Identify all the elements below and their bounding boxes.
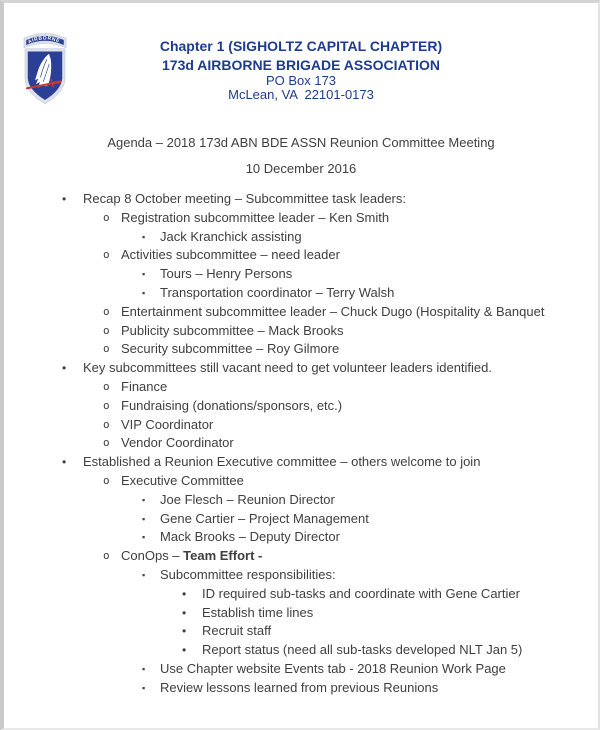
list-item-text: Jack Kranchick assisting [160, 228, 302, 244]
city-state-zip-line: McLean, VA 22101-0173 [228, 87, 374, 102]
list-item [4, 434, 598, 453]
list-item-text: Key subcommittees still vacant need to get volunteer leaders identified. [83, 360, 493, 376]
list-item-text: Registration subcommittee leader – Ken Smith [121, 209, 390, 225]
list-item [4, 547, 598, 566]
list-item-text: Security subcommittee – Roy Gilmore [121, 341, 340, 357]
bullet-icon: o [103, 417, 110, 431]
list-item [4, 378, 598, 397]
list-item-text: ID required sub-tasks and coordinate with Gene Cartier [202, 585, 520, 601]
list-item-text: Joe Flesch – Reunion Director [160, 491, 335, 507]
list-item [4, 604, 598, 623]
list-item [4, 284, 598, 303]
list-item-text: Fundraising (donations/sponsors, etc.) [121, 397, 343, 413]
bullet-icon: o [103, 473, 110, 487]
list-item [4, 340, 598, 359]
list-item [4, 359, 598, 378]
patch-tab-text: AIRBORNE [27, 35, 61, 46]
list-item-text: Mack Brooks – Deputy Director [160, 529, 340, 545]
list-item-text: Recap 8 October meeting – Subcommittee task leaders: [83, 191, 406, 206]
bullet-icon: ▪ [142, 287, 146, 298]
list-item-text: ConOps – Team Effort - [121, 548, 263, 564]
agenda-title: Agenda – 2018 173d ABN BDE ASSN Reunion Committee Meeting [107, 135, 495, 150]
bullet-icon: • [182, 605, 187, 620]
list-item-text: Tours – Henry Persons [160, 266, 293, 282]
list-item [4, 265, 598, 284]
agenda-list [4, 190, 598, 698]
bullet-icon: ▪ [142, 513, 146, 524]
list-item [4, 528, 598, 547]
list-item [4, 585, 598, 604]
list-item [4, 622, 598, 641]
bullet-icon: ▪ [142, 569, 146, 580]
association-title: 173d AIRBORNE BRIGADE ASSOCIATION [162, 56, 440, 73]
letterhead [4, 37, 598, 102]
list-item-text: Review lessons learned from previous Reunions [160, 679, 439, 695]
bullet-icon: • [182, 586, 187, 601]
list-item-text: VIP Coordinator [121, 416, 214, 432]
list-item-text: Recruit staff [202, 623, 272, 639]
list-item [4, 303, 598, 322]
list-item [4, 190, 598, 209]
list-item-text: Activities subcommittee – need leader [121, 247, 340, 263]
list-item-text: Entertainment subcommittee leader – Chuck Dugo (Hospitality & Banquet [121, 303, 545, 319]
list-item [4, 397, 598, 416]
list-item [4, 453, 598, 472]
list-item [4, 472, 598, 491]
list-item-text: Report status (need all sub-tasks developed NLT Jan 5) [202, 642, 523, 658]
bullet-icon: o [103, 398, 110, 412]
bullet-icon: o [103, 248, 110, 262]
list-item-text: Use Chapter website Events tab - 2018 Reunion Work Page [160, 660, 506, 676]
list-item [4, 416, 598, 435]
bullet-icon: • [182, 624, 187, 639]
bullet-icon: • [182, 643, 187, 658]
bullet-icon: • [62, 455, 67, 470]
list-item-text: Transportation coordinator – Terry Walsh [160, 284, 395, 300]
bullet-icon: ▪ [142, 269, 146, 280]
bullet-icon: o [103, 549, 110, 563]
bullet-icon: ▪ [142, 682, 146, 693]
list-item [4, 209, 598, 228]
list-item-text: Subcommittee responsibilities: [160, 566, 336, 582]
list-item-text: Finance [121, 378, 168, 394]
list-item-text: Publicity subcommittee – Mack Brooks [121, 322, 344, 338]
bullet-icon: ▪ [142, 663, 146, 674]
list-item [4, 246, 598, 265]
list-item [4, 510, 598, 529]
bullet-icon: • [62, 192, 67, 206]
list-item [4, 566, 598, 585]
bullet-icon: o [103, 436, 110, 450]
bullet-icon: ▪ [142, 231, 146, 242]
list-item-text: Gene Cartier – Project Management [160, 510, 369, 526]
list-item-text: Executive Committee [121, 472, 244, 488]
list-item [4, 641, 598, 660]
bullet-icon: o [103, 323, 110, 337]
list-item [4, 322, 598, 341]
list-item [4, 660, 598, 679]
bullet-icon: o [103, 210, 110, 224]
bullet-icon: o [103, 342, 110, 356]
list-item-bold-text: Team Effort - [183, 548, 263, 564]
bullet-icon: o [103, 304, 110, 318]
list-item-text: Establish time lines [202, 604, 314, 620]
bullet-icon: o [103, 379, 110, 393]
chapter-title: Chapter 1 (SIGHOLTZ CAPITAL CHAPTER) [159, 38, 443, 54]
list-item [4, 491, 598, 510]
po-box-line: PO Box 173 [265, 73, 337, 88]
list-item-text: Established a Reunion Executive committee – others welcome to join [83, 454, 481, 470]
bullet-icon: ▪ [142, 532, 146, 543]
bullet-icon: • [62, 361, 67, 376]
bullet-icon: ▪ [142, 494, 146, 505]
list-item [4, 679, 598, 698]
list-item-text: Vendor Coordinator [121, 435, 234, 451]
agenda-date: 10 December 2016 [245, 161, 357, 176]
list-item [4, 228, 598, 247]
